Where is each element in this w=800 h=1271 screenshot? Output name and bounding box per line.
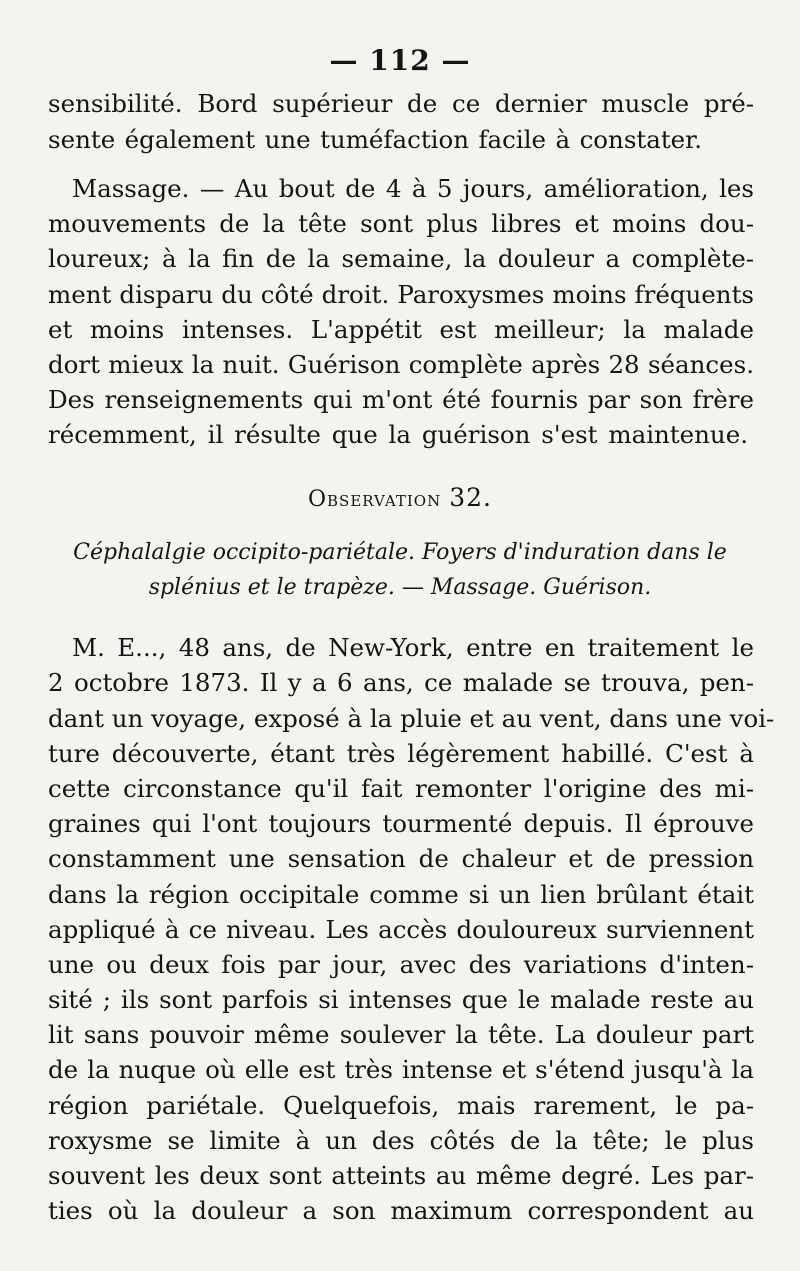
text-line: Massage. — Au bout de 4 à 5 jours, amélioration, les: [72, 174, 754, 203]
text-line: dant un voyage, exposé à la pluie et au vent, dans une voi-: [48, 704, 775, 733]
observation-caption-line-1: Céphalalgie occipito-pariétale. Foyers d'induration dans le: [73, 540, 727, 565]
text-line: roxysme se limite à un des côtés de la tête; le plus: [48, 1126, 754, 1155]
text-line: récemment, il résulte que la guérison s'est maintenue.: [48, 420, 748, 449]
text-line: sité ; ils sont parfois si intenses que le malade reste au: [48, 985, 754, 1014]
text-line: dort mieux la nuit. Guérison complète après 28 séances.: [48, 350, 754, 379]
text-line: région pariétale. Quelquefois, mais rarement, le pa-: [48, 1091, 754, 1120]
text-line: lit sans pouvoir même soulever la tête. La douleur part: [48, 1020, 754, 1049]
text-line: constamment une sensation de chaleur et de pression: [48, 844, 754, 873]
text-line: loureux; à la fin de la semaine, la douleur a complète-: [48, 244, 754, 273]
text-line: de la nuque où elle est très intense et s'étend jusqu'à la: [48, 1055, 754, 1084]
text-line: dans la région occipitale comme si un lien brûlant était: [48, 880, 754, 909]
observation-heading: [0, 483, 800, 512]
text-line: appliqué à ce niveau. Les accès douloureux surviennent: [48, 915, 754, 944]
observation-caption-line-2: splénius et le trapèze. — Massage. Guérison.: [148, 575, 652, 600]
observation-label: Observation: [308, 487, 442, 512]
observation-number: 32.: [449, 483, 492, 512]
page-number: — 112 —: [329, 44, 471, 77]
text-line: M. E..., 48 ans, de New-York, entre en traitement le: [72, 633, 754, 662]
text-line: ture découverte, étant très légèrement habillé. C'est à: [48, 739, 754, 768]
text-line: souvent les deux sont atteints au même degré. Les par-: [48, 1161, 754, 1190]
text-line: mouvements de la tête sont plus libres et moins dou-: [48, 209, 754, 238]
text-line: 2 octobre 1873. Il y a 6 ans, ce malade se trouva, pen-: [48, 668, 754, 697]
text-line: et moins intenses. L'appétit est meilleur; la malade: [48, 315, 754, 344]
text-line: cette circonstance qu'il fait remonter l'origine des mi-: [48, 774, 754, 803]
text-line: graines qui l'ont toujours tourmenté depuis. Il éprouve: [48, 809, 754, 838]
text-line: sente également une tuméfaction facile à constater.: [48, 125, 702, 154]
text-line: ties où la douleur a son maximum correspondent au: [48, 1196, 754, 1225]
text-line: ment disparu du côté droit. Paroxysmes moins fréquents: [48, 280, 754, 309]
text-line: une ou deux fois par jour, avec des variations d'inten-: [48, 950, 754, 979]
text-line: Des renseignements qui m'ont été fournis par son frère: [48, 385, 754, 414]
text-line: sensibilité. Bord supérieur de ce dernier muscle pré-: [48, 89, 754, 118]
